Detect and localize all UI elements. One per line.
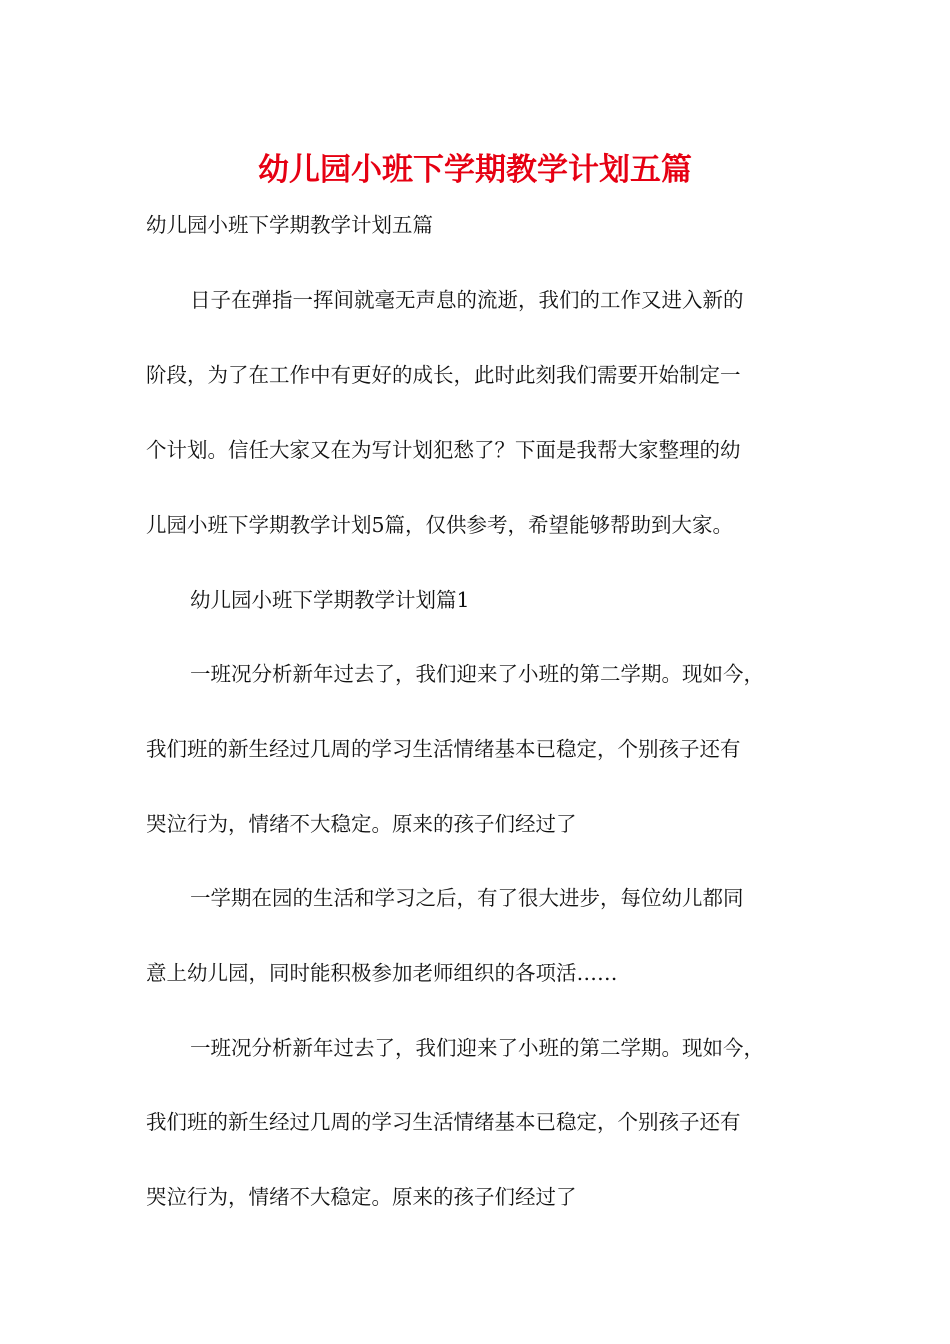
intro-line-4: 儿园小班下学期教学计划5篇，仅供参考，希望能够帮助到大家。 (146, 513, 734, 537)
intro-line-2: 阶段，为了在工作中有更好的成长，此时此刻我们需要开始制定一 (146, 363, 741, 387)
document-title: 幼儿园小班下学期教学计划五篇 (258, 152, 692, 188)
para3-line-3: 哭泣行为，情绪不大稳定。原来的孩子们经过了 (146, 1185, 577, 1209)
para2-line-1: 一学期在园的生活和学习之后，有了很大进步，每位幼儿都同 (190, 886, 744, 910)
document-subtitle: 幼儿园小班下学期教学计划五篇 (146, 213, 433, 237)
section-heading: 幼儿园小班下学期教学计划篇1 (190, 588, 470, 612)
para1-line-3: 哭泣行为，情绪不大稳定。原来的孩子们经过了 (146, 812, 577, 836)
document-body (146, 0, 806, 1344)
intro-line-3: 个计划。信任大家又在为写计划犯愁了？下面是我帮大家整理的幼 (146, 438, 741, 462)
para2-line-2: 意上幼儿园，同时能积极参加老师组织的各项活…… (146, 961, 618, 985)
para1-line-1: 一班况分析新年过去了，我们迎来了小班的第二学期。现如今， (190, 662, 764, 686)
para1-line-2: 我们班的新生经过几周的学习生活情绪基本已稳定，个别孩子还有 (146, 737, 741, 761)
para3-line-1: 一班况分析新年过去了，我们迎来了小班的第二学期。现如今， (190, 1036, 764, 1060)
intro-line-1: 日子在弹指一挥间就毫无声息的流逝，我们的工作又进入新的 (190, 288, 744, 312)
para3-line-2: 我们班的新生经过几周的学习生活情绪基本已稳定，个别孩子还有 (146, 1110, 741, 1134)
